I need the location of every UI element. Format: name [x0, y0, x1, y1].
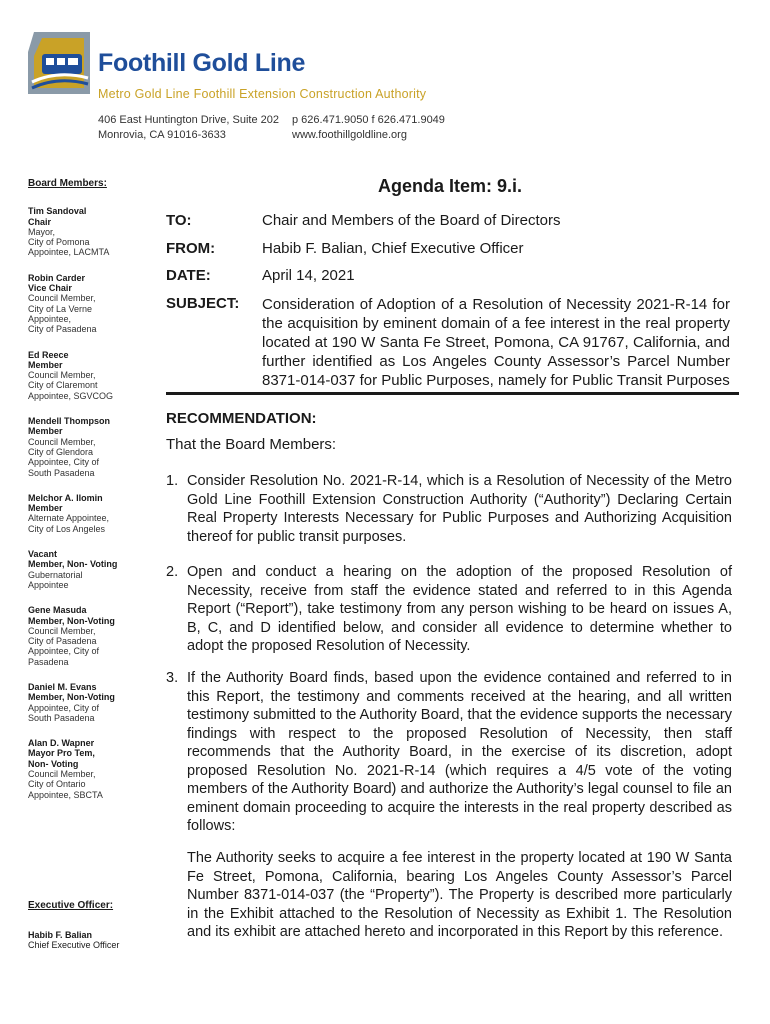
address-line: Monrovia, CA 91016-3633 — [98, 129, 226, 141]
member-detail: City of Ontario — [28, 779, 86, 790]
member-detail: City of Pasadena — [28, 324, 97, 335]
subject-value: Consideration of Adoption of a Resolution of Necessity 2021-R-14 for the acquisition by eminent domain of a fee interest in the real property located at 190 W Santa Fe Street, Pomona, CA 91767, California, and further identified as Los Angeles County Assessor’s Parcel Number 8371-014-037 for Public Purposes, namely for Public Transit Purposes — [262, 296, 730, 389]
member-role: Member — [28, 359, 63, 370]
date-value: April 14, 2021 — [262, 267, 355, 284]
member-name: Daniel M. Evans — [28, 681, 97, 692]
member-detail: Appointee, City of — [28, 646, 100, 657]
member-name: Gene Masuda — [28, 605, 87, 616]
contact-block — [292, 113, 445, 143]
board-member — [28, 605, 150, 667]
board-member — [28, 738, 150, 800]
member-detail: Appointee, City of — [28, 702, 100, 713]
address-block — [98, 113, 279, 143]
board-member — [28, 350, 150, 401]
member-role: Chair — [28, 216, 52, 227]
agenda-item-title: Agenda Item: 9.i. — [378, 176, 523, 196]
member-role: Member, Non-Voting — [28, 692, 115, 703]
member-name: Vacant — [28, 549, 58, 560]
list-item-text: If the Authority Board finds, based upon the evidence contained and referred to in this Report, the testimony and comments received at the hearing, and all written testimony submitted to the Authority Board, that the evidence supports the necessary findings with respect to the proposed Resolution of Necessity, then staff recommends that the Authority Board, in the exercise of its discretion, adopt proposed Resolution No. 2021-R-14 (which requires a 4/5 vote of the voting members of the Authority Board) and authorize the Authority’s legal counsel to file an eminent domain proceeding to acquire the interests in the real property described as follows: — [187, 670, 732, 834]
org-subtitle: Metro Gold Line Foothill Extension Construction Authority — [98, 87, 427, 101]
board-members-sidebar — [28, 179, 150, 815]
member-name: Robin Carder — [28, 272, 86, 283]
list-item — [166, 669, 732, 836]
date-label: DATE: — [166, 267, 211, 284]
phone-fax: p 626.471.9050 f 626.471.9049 — [292, 114, 445, 126]
board-member — [28, 206, 150, 257]
board-member — [28, 682, 150, 723]
member-detail: Council Member, — [28, 370, 96, 381]
from-label: FROM: — [166, 240, 216, 257]
board-member — [28, 549, 150, 590]
header-divider — [166, 392, 739, 395]
member-detail: South Pasadena — [28, 712, 95, 723]
member-detail: City of Los Angeles — [28, 523, 106, 534]
member-detail: City of Claremont — [28, 380, 98, 391]
board-members-heading: Board Members: — [28, 178, 107, 189]
member-detail: Council Member, — [28, 436, 96, 447]
foothill-gold-line-logo-icon — [28, 32, 90, 94]
subject-label: SUBJECT: — [166, 295, 240, 312]
member-detail: City of Glendora — [28, 446, 94, 457]
list-item-text: Consider Resolution No. 2021-R-14, which is a Resolution of Necessity of the Metro Gold Line Foothill Extension Construction Authority (“Authority”) Declaring Certain Real Property Interests Necessary for Public Purposes and Authorizing Acquisition thereof for public transit purposes. — [187, 473, 732, 545]
member-list — [28, 206, 150, 800]
member-detail: Appointee, City of — [28, 457, 100, 468]
board-member — [28, 493, 150, 534]
member-role: Member, Non-Voting — [28, 615, 115, 626]
member-detail: Pasadena — [28, 656, 69, 667]
member-name: Mendell Thompson — [28, 416, 110, 427]
org-name: Foothill Gold Line — [98, 49, 306, 77]
member-detail: City of La Verne — [28, 303, 93, 314]
executive-officer-name: Habib F. Balian — [28, 930, 93, 940]
from-value: Habib F. Balian, Chief Executive Officer — [262, 240, 524, 257]
member-detail: Appointee, SGVCOG — [28, 390, 114, 401]
list-item-number: 1. — [166, 473, 179, 489]
website-link[interactable]: www.foothillgoldline.org — [292, 129, 407, 141]
member-detail: Appointee, SBCTA — [28, 789, 103, 800]
executive-officer-title: Chief Executive Officer — [28, 940, 120, 951]
board-member — [28, 416, 150, 478]
address-line: 406 East Huntington Drive, Suite 202 — [98, 114, 280, 126]
list-item-number: 3. — [166, 670, 179, 686]
list-item-text: Open and conduct a hearing on the adoption of the proposed Resolution of Necessity, receive from staff the evidence stated and referred to in this Agenda Report (“Report”), take testimony from any person wishing to be heard on issues A, B, C, and D identified below, and consider all evidence to determine whether to adopt the proposed Resolution of Necessity. — [187, 564, 732, 654]
list-item — [166, 563, 732, 656]
member-detail: Alternate Appointee, — [28, 513, 110, 524]
member-name: Ed Reece — [28, 349, 69, 360]
member-role: Non- Voting — [28, 758, 79, 769]
member-name: Tim Sandoval — [28, 206, 87, 217]
to-value: Chair and Members of the Board of Directors — [262, 212, 561, 229]
member-detail: Gubernatorial — [28, 569, 83, 580]
member-detail: Appointee, — [28, 313, 72, 324]
member-detail: Council Member, — [28, 769, 96, 780]
recommendation-intro: That the Board Members: — [166, 436, 337, 453]
member-detail: Appointee — [28, 579, 69, 590]
recommendation-heading: RECOMMENDATION: — [166, 410, 317, 427]
member-role: Member — [28, 503, 63, 514]
member-detail: Council Member, — [28, 293, 96, 304]
member-role: Vice Chair — [28, 283, 72, 294]
member-detail: Appointee, LACMTA — [28, 247, 110, 258]
list-item-number: 2. — [166, 564, 179, 580]
executive-officer-heading: Executive Officer: — [28, 900, 114, 911]
member-name: Alan D. Wapner — [28, 738, 95, 749]
member-detail: Council Member, — [28, 625, 96, 636]
member-detail: Mayor, — [28, 226, 56, 237]
property-description-paragraph: The Authority seeks to acquire a fee interest in the property located at 190 W Santa Fe Street, Pomona, California, bearing Los Angeles County Assessor’s Parcel Number 8371-014-037 (the “Property”). The Property is described more particularly in the Exhibit attached to the Resolution of Necessity as Exhibit 1. The Resolution and its exhibit are attached hereto and incorporated in this Report by this reference. — [187, 850, 732, 940]
to-label: TO: — [166, 212, 192, 229]
member-detail: City of Pomona — [28, 237, 90, 248]
member-role: Member, Non- Voting — [28, 559, 118, 570]
member-name: Melchor A. Ilomin — [28, 492, 103, 503]
member-role: Mayor Pro Tem, — [28, 748, 95, 759]
board-member — [28, 273, 150, 335]
executive-officer — [28, 930, 119, 951]
member-role: Member — [28, 426, 63, 437]
list-item — [166, 472, 732, 546]
member-detail: South Pasadena — [28, 467, 95, 478]
member-detail: City of Pasadena — [28, 636, 97, 647]
